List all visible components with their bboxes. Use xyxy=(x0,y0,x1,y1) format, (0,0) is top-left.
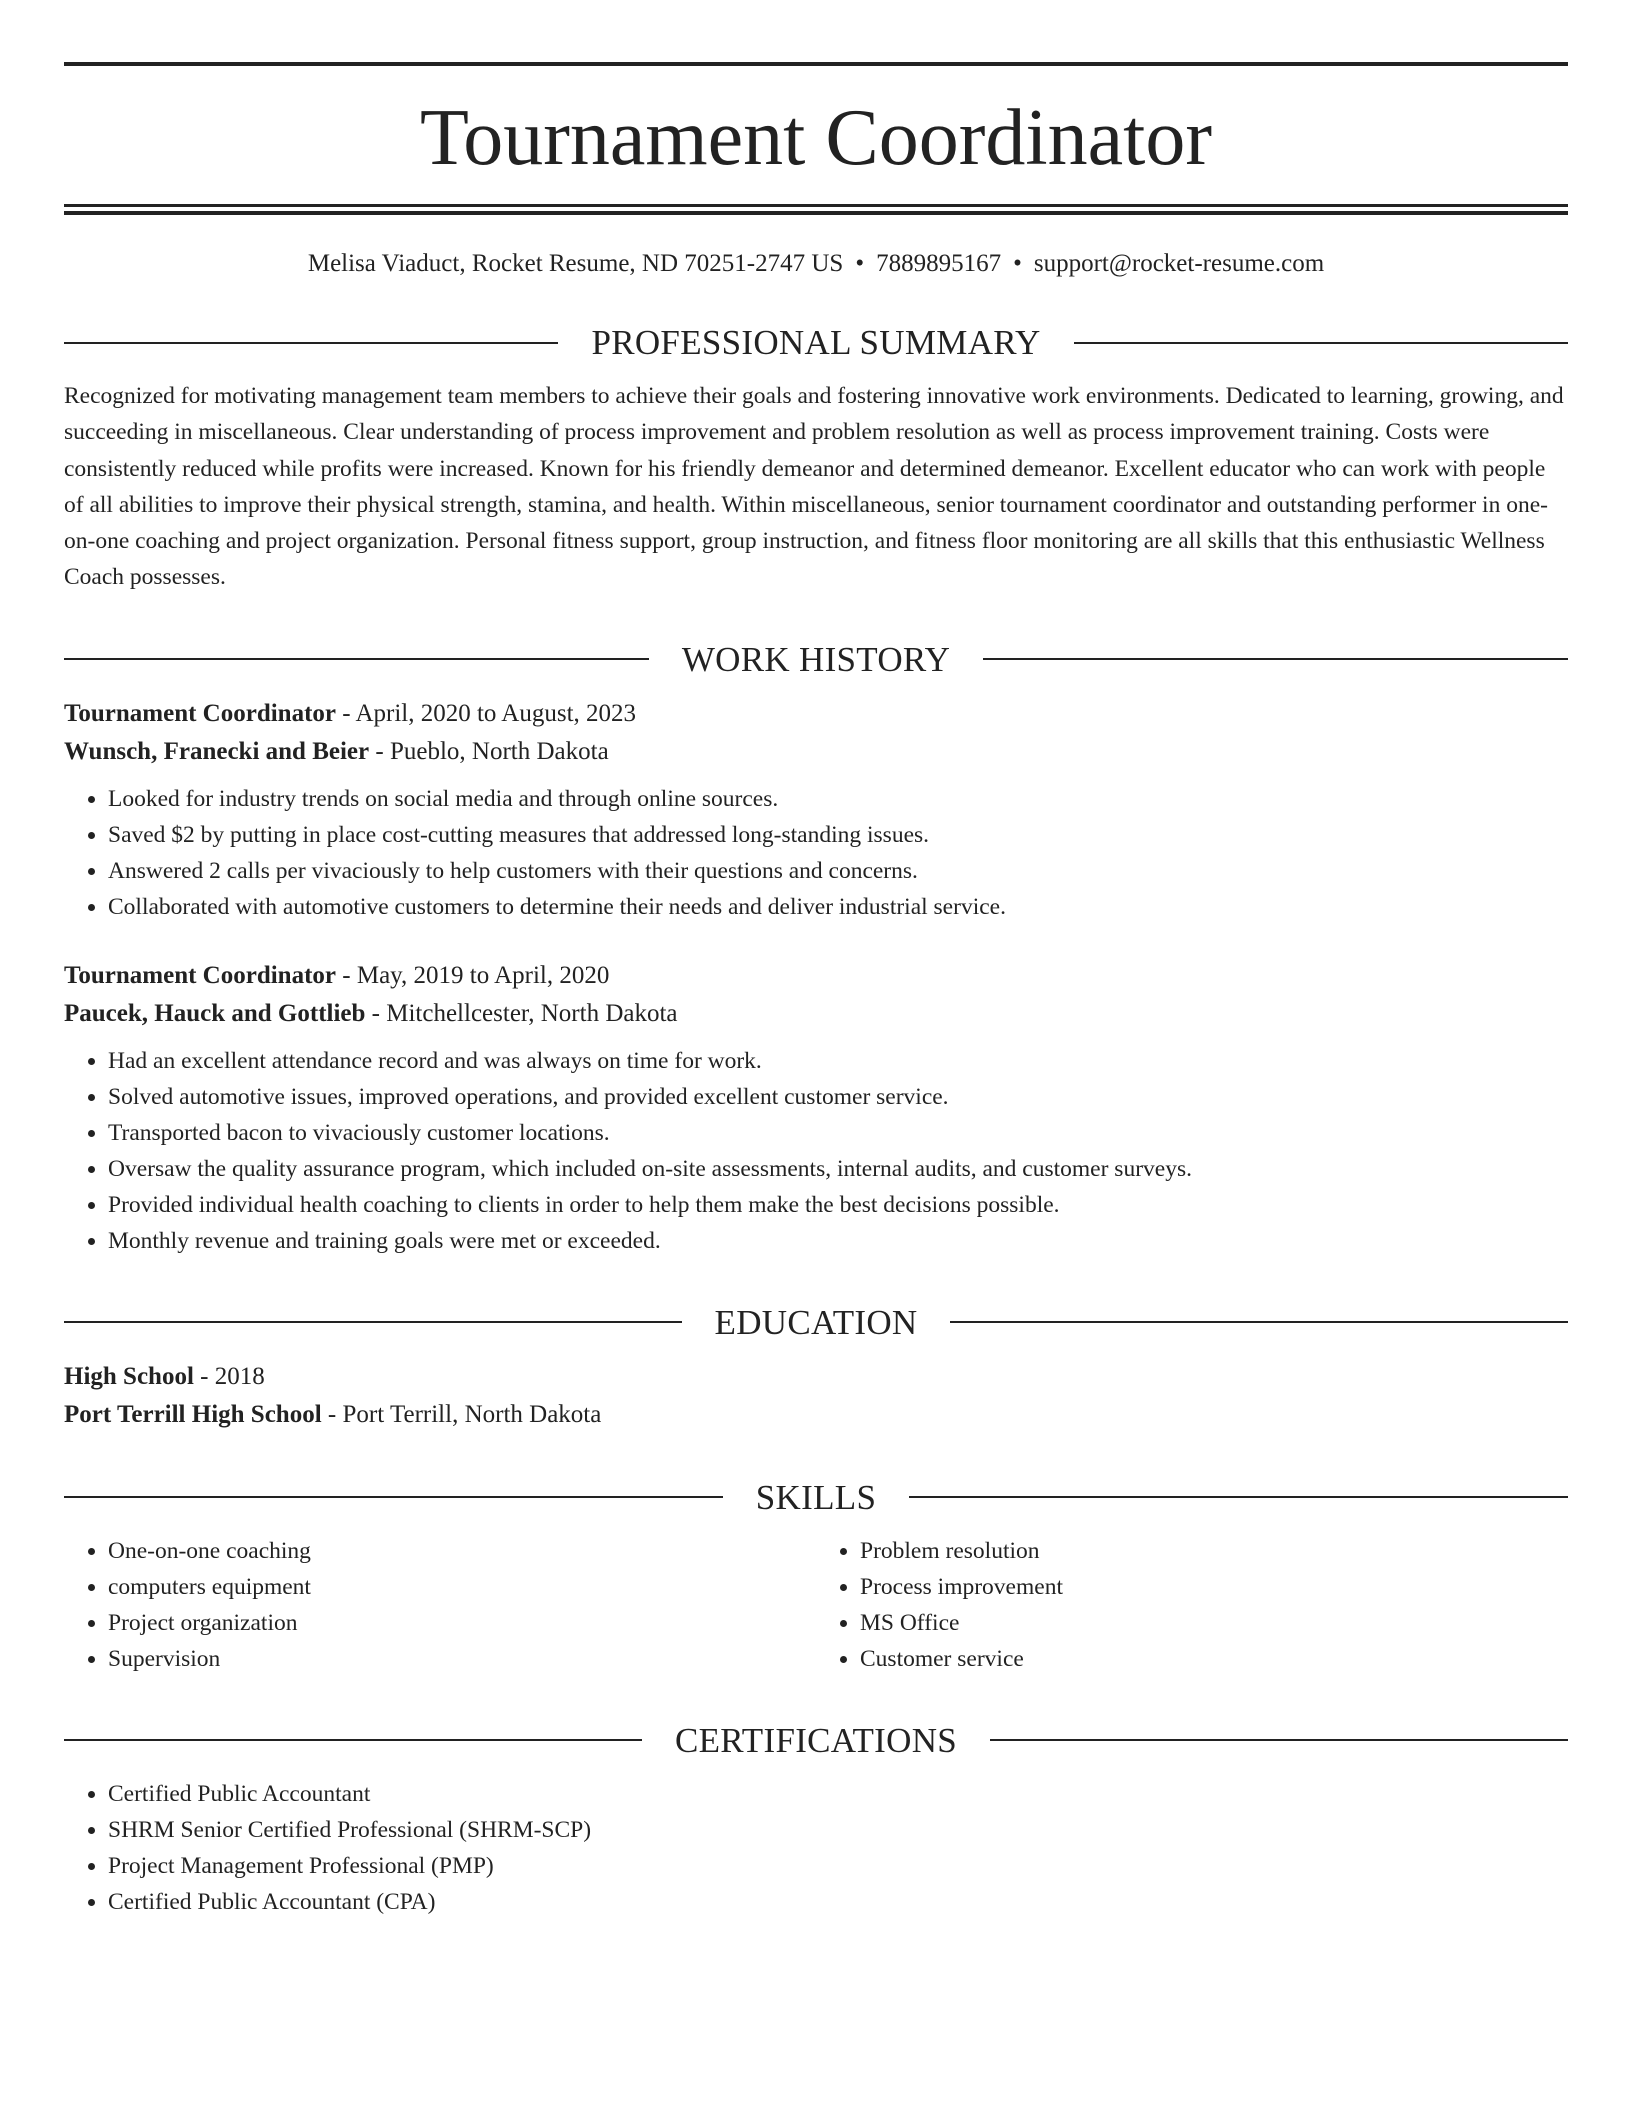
skill-item: • One-on-one coaching xyxy=(108,1533,816,1569)
summary-text: Recognized for motivating management team members to achieve their goals and fostering innovative work environments. Dedicated to learning, growing, and succeeding in miscellaneous. Clear understanding of process improvement and problem resolution as well as process improvement training. Costs were consistently reduced while profits were increased. Known for his friendly demeanor and determined demeanor. Excellent educator who can work with people of all abilities to improve their physical strength, stamina, and health. Within miscellaneous, senior tournament coordinator and outstanding performer in one-on-one coaching and project organization. Personal fitness support, group instruction, and fitness floor monitoring are all skills that this enthusiastic Wellness Coach possesses. xyxy=(64,383,1564,591)
education-school: Port Terrill High School xyxy=(64,1400,322,1428)
contact-address: Melisa Viaduct, Rocket Resume, ND 70251-2747 US xyxy=(307,250,844,277)
contact-separator: • xyxy=(855,250,865,277)
contact-separator: • xyxy=(1013,250,1022,277)
skill-item: • Supervision xyxy=(108,1641,816,1677)
heading-rule-left xyxy=(64,1496,723,1498)
skill-item: • Project organization xyxy=(108,1605,816,1641)
job-duties-list xyxy=(64,1043,1568,1259)
certifications-heading xyxy=(64,1720,1568,1760)
heading-rule-right xyxy=(983,658,1568,660)
certification-item: • Certified Public Accountant xyxy=(108,1776,1568,1812)
job-title: Tournament Coordinator xyxy=(64,961,337,989)
list-item: • Monthly revenue and training goals were met or exceeded. xyxy=(108,1223,1568,1259)
job-company-line xyxy=(64,995,1568,1033)
list-item: • Transported bacon to vivaciously customer locations. xyxy=(108,1115,1568,1151)
education-heading xyxy=(64,1302,1568,1342)
certification-item: • Certified Public Accountant (CPA) xyxy=(108,1884,1568,1920)
contact-email: support@rocket-resume.com xyxy=(1033,250,1325,277)
job-title-line xyxy=(64,957,1568,995)
education-location: - Port Terrill, North Dakota xyxy=(321,1400,602,1428)
education-year: - 2018 xyxy=(193,1362,265,1390)
summary-heading xyxy=(64,325,1568,360)
certification-item: • Project Management Professional (PMP) xyxy=(108,1848,1568,1884)
heading-rule-left xyxy=(64,1321,682,1323)
education-degree: High School xyxy=(64,1362,194,1390)
header-double-rule xyxy=(64,204,1568,215)
skills-heading xyxy=(64,1477,1568,1517)
heading-rule-right xyxy=(950,1321,1568,1323)
section-title: WORK HISTORY xyxy=(681,639,951,679)
skill-item: • Customer service xyxy=(860,1641,1568,1677)
skill-item: • Process improvement xyxy=(860,1569,1568,1605)
skill-item: • Problem resolution xyxy=(860,1533,1568,1569)
heading-rule-right xyxy=(990,1739,1568,1741)
job-entry xyxy=(64,695,1568,925)
job-location: - Mitchellcester, North Dakota xyxy=(365,999,678,1027)
heading-rule-left xyxy=(64,1739,642,1741)
job-dates: - April, 2020 to August, 2023 xyxy=(336,699,637,727)
job-title-line xyxy=(64,695,1568,733)
certifications-list xyxy=(64,1776,1568,1920)
section-title: EDUCATION xyxy=(714,1302,918,1342)
skill-item: • computers equipment xyxy=(108,1569,816,1605)
skills-list-right xyxy=(816,1533,1568,1677)
contact-phone: 7889895167 xyxy=(876,250,1002,277)
heading-rule-right xyxy=(1074,342,1568,344)
skills-list-left xyxy=(64,1533,816,1677)
job-company: Paucek, Hauck and Gottlieb xyxy=(64,999,366,1027)
section-title: CERTIFICATIONS xyxy=(674,1720,958,1760)
list-item: • Oversaw the quality assurance program, which included on-site assessments, internal audits, and customer surveys. xyxy=(108,1151,1568,1187)
list-item: • Looked for industry trends on social media and through online sources. xyxy=(108,781,1568,817)
list-item: • Solved automotive issues, improved operations, and provided excellent customer service. xyxy=(108,1079,1568,1115)
heading-rule-right xyxy=(909,1496,1568,1498)
certification-item: • SHRM Senior Certified Professional (SHRM-SCP) xyxy=(108,1812,1568,1848)
skills-grid xyxy=(64,1533,1568,1677)
job-company-line xyxy=(64,733,1568,771)
job-location: - Pueblo, North Dakota xyxy=(369,737,609,765)
work-history-heading xyxy=(64,639,1568,679)
header-top-rule xyxy=(64,62,1568,66)
job-dates: - May, 2019 to April, 2020 xyxy=(336,961,610,989)
list-item: • Had an excellent attendance record and was always on time for work. xyxy=(108,1043,1568,1079)
skill-item: • MS Office xyxy=(860,1605,1568,1641)
section-title: PROFESSIONAL SUMMARY xyxy=(591,323,1041,362)
heading-rule-left xyxy=(64,342,558,344)
job-duties-list xyxy=(64,781,1568,925)
education-degree-line xyxy=(64,1358,1568,1396)
resume-title: Tournament Coordinator xyxy=(420,94,1212,182)
heading-rule-left xyxy=(64,658,649,660)
list-item: • Provided individual health coaching to clients in order to help them make the best decisions possible. xyxy=(108,1187,1568,1223)
list-item: • Saved $2 by putting in place cost-cutting measures that addressed long-standing issues. xyxy=(108,817,1568,853)
list-item: • Collaborated with automotive customers to determine their needs and deliver industrial service. xyxy=(108,889,1568,925)
education-school-line xyxy=(64,1396,1568,1434)
section-title: SKILLS xyxy=(755,1477,877,1517)
list-item: • Answered 2 calls per vivaciously to help customers with their questions and concerns. xyxy=(108,853,1568,889)
job-entry xyxy=(64,957,1568,1259)
job-company: Wunsch, Franecki and Beier xyxy=(64,737,370,765)
contact-line xyxy=(64,249,1568,279)
job-title: Tournament Coordinator xyxy=(64,699,337,727)
